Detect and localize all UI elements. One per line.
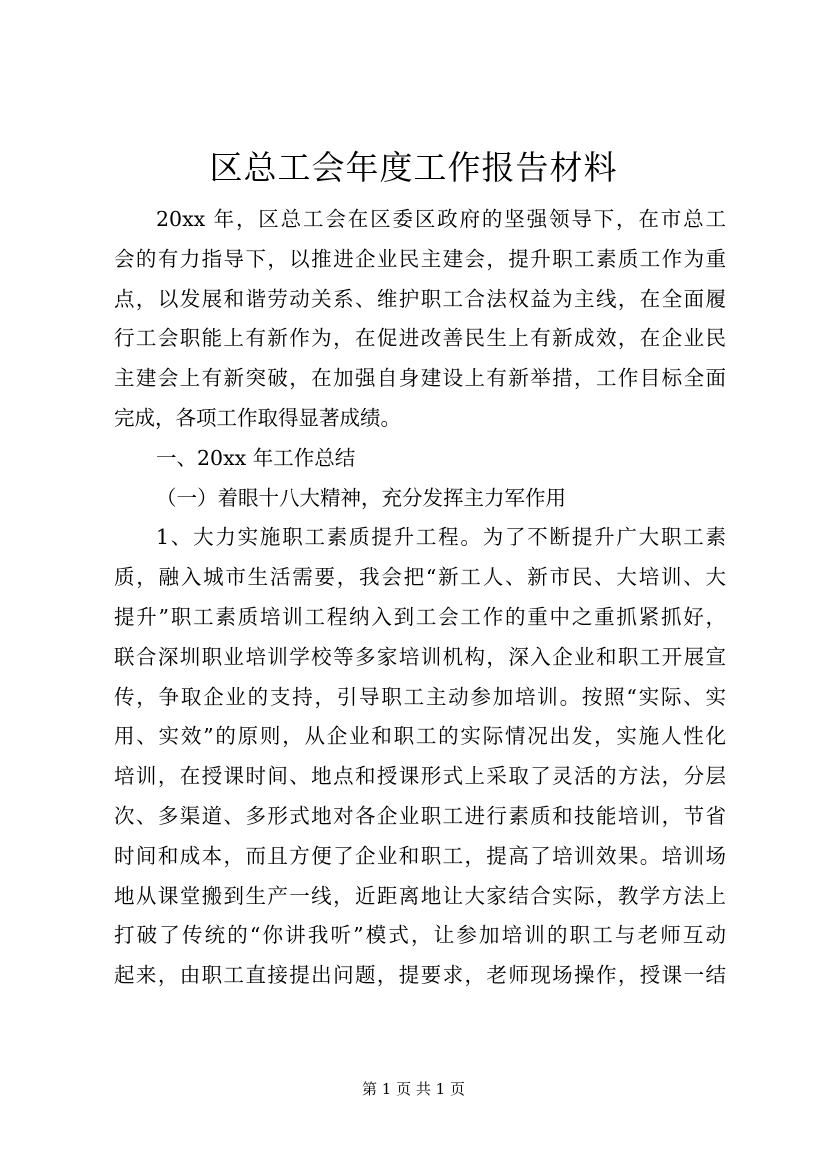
text-line: （一）着眼十八大精神，充分发挥主力军作用 <box>156 485 566 510</box>
text-line: 用、实效”的原则，从企业和职工的实际情况出发，实施人性化 <box>114 724 726 749</box>
text-line: 打破了传统的“你讲我听”模式，让参加培训的职工与老师互动 <box>114 923 726 948</box>
text-line: 联合深圳职业培训学校等多家培训机构，深入企业和职工开展宣 <box>114 644 726 669</box>
text-line: 提升”职工素质培训工程纳入到工会工作的重中之重抓紧抓好， <box>114 604 726 629</box>
text-line: 时间和成本，而且方便了企业和职工，提高了培训效果。培训场 <box>114 843 726 868</box>
text-line: 地从课堂搬到生产一线，近距离地让大家结合实际，教学方法上 <box>114 883 726 908</box>
text-line: 完成，各项工作取得显著成绩。 <box>114 405 401 430</box>
page-footer: 第 1 页 共 1 页 <box>362 1080 465 1098</box>
text-line: 20xx 年，区总工会在区委区政府的坚强领导下，在市总工 <box>156 207 726 231</box>
document-title: 区总工会年度工作报告材料 <box>209 148 618 187</box>
text-line: 1、大力实施职工素质提升工程。为了不断提升广大职工素 <box>156 525 726 550</box>
document-body <box>114 200 726 996</box>
text-line: 主建会上有新突破，在加强自身建设上有新举措，工作目标全面 <box>114 366 726 391</box>
text-line: 会的有力指导下，以推进企业民主建会，提升职工素质工作为重 <box>114 246 726 271</box>
text-line: 培训，在授课时间、地点和授课形式上采取了灵活的方法，分层 <box>114 764 726 789</box>
text-line: 次、多渠道、多形式地对各企业职工进行素质和技能培训，节省 <box>114 803 726 828</box>
text-line: 起来，由职工直接提出问题，提要求，老师现场操作，授课一结 <box>114 963 726 988</box>
text-line: 行工会职能上有新作为，在促进改善民生上有新成效，在企业民 <box>114 326 726 351</box>
text-line: 一、20xx 年工作总结 <box>156 445 356 470</box>
text-line: 质，融入城市生活需要，我会把“新工人、新市民、大培训、大 <box>114 565 726 590</box>
text-line: 点，以发展和谐劳动关系、维护职工合法权益为主线，在全面履 <box>114 286 726 311</box>
text-line: 传，争取企业的支持，引导职工主动参加培训。按照“实际、实 <box>114 684 726 709</box>
